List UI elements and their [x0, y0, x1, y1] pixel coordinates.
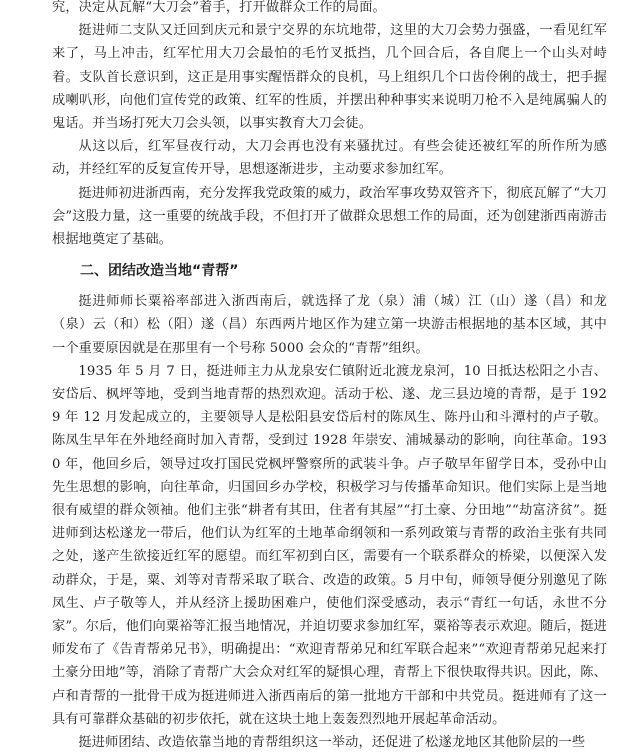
section-heading: 二、团结改造当地“青帮”	[80, 263, 239, 280]
body-paragraph: 挺进师师长粟裕率部进入浙西南后，就选择了龙（泉）浦（城）江（山）遂（昌）和龙（泉）云（和）松（阳）遂（昌）东西两片地区作为建立第一块游击根据地的基本区域，其中一个重要原因就是在那里有一个号称 5000 会众的“青帮”组织。	[52, 294, 607, 356]
body-paragraph: 从这以后，红军昼夜行动，大刀会再也没有来骚扰过。有些会徒还被红军的所作所为感动，并经红军的反复宣传开导，思想逐渐进步，主动要求参加红军。	[52, 139, 607, 178]
body-paragraph: 挺进师团结、改造依靠当地的青帮组织这一举动，还促进了松遂龙地区其他阶层的一些	[78, 735, 586, 751]
body-paragraph: 究，决定从瓦解“大刀会”着手，打开做群众工作的局面。	[52, 0, 386, 15]
body-paragraph: 挺进师初进浙西南，充分发挥我党政策的威力，政治军事攻势双管齐下，彻底瓦解了“大刀会”这股力量，这一重要的统战手段，不但打开了做群众思想工作的局面，还为创建浙西南游击根据地奠定了基础。	[52, 185, 607, 248]
body-paragraph: 挺进师二支队又迁回到庆元和景宁交界的东坑地带，这里的大刀会势力强盛，一看见红军来了，马上冲击，红军忙用大刀会最怕的毛竹叉抵挡，几个回合后，各自爬上一个山头对峙着。支队首长意识到，这正是用事实醒悟群众的良机，马上组织几个口齿伶俐的战士，把手握成喇叭形，向他们宣传党的政策、红军的性质，并摆出种种事实来说明刀枪不入是纯属骗人的鬼话。并当场打死大刀会头领，以事实教育大刀会徒。	[52, 23, 607, 132]
body-paragraph: 1935 年 5 月 7 日，挺进师主力从龙泉安仁镇附近北渡龙泉河，10 日抵达松阳之小吉、安岱后、枫坪等地，受到当地青帮的热烈欢迎。活动于松、遂、龙三县边境的青帮，是于 1929 年 12 月发起成立的，主要领导人是松阳县安岱后村的陈凤生、陈丹山和斗潭村的卢子敬。陈凤生早年在外地经商时加入青帮，受到过 1928 年崇安、浦城暴动的影响，向往革命。1930 年，他回乡后，领导过攻打国民党枫坪警察所的武装斗争。卢子敬早年留学日本，受孙中山先生思想的影响，向往革命，归国回乡办学校，积极学习与传播革命知识。他们实际上是当地很有威望的群众领袖。他们主张“耕者有其田，住者有其屋”“打土豪、分田地”“劫富济贫”。挺进师到达松遂龙一带后，他们认为红军的土地革命纲领和一系列政策与青帮的政治主张有共同之处，遂产生欲接近红军的愿望。而红军初到白区，需要有一个联系群众的桥梁，以便深入发动群众，于是，粟、刘等对青帮采取了联合、改造的政策。5 月中旬，师领导便分别邀见了陈凤生、卢子敬等人，并从经济上援助困难户，使他们深受感动，表示“青红一句话，永世不分家”。尔后，他们向粟裕等汇报当地情况，并迫切要求参加红军，粟裕等表示欢迎。随后，挺进师发布了《告青帮弟兄书》，明确提出：“欢迎青帮弟兄和红军联合起来”“欢迎青帮弟兄起来打土豪分田地”等，消除了青帮广大会众对红军的疑惧心理，青帮上下很快取得共识。因此，陈、卢和青帮的一批骨干成为挺进师进入浙西南后的第一批地方干部和中共党员。挺进师有了这一具有可靠群众基础的初步依托，就在这块土地上轰轰烈烈地开展起革命活动。	[52, 363, 607, 727]
